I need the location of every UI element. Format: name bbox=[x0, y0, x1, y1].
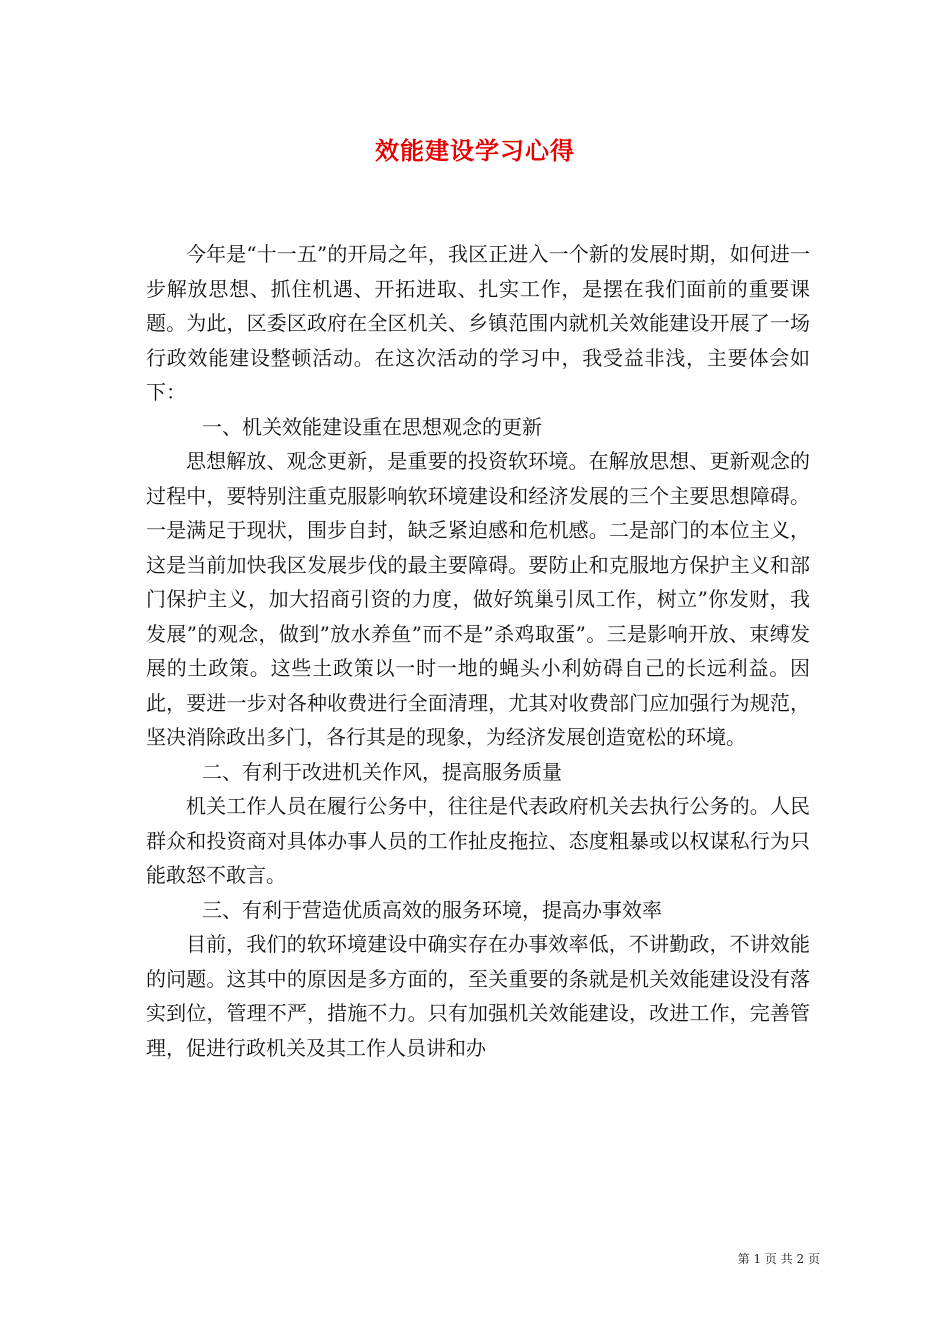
document-body bbox=[146, 237, 810, 1065]
section-heading-3: 三、有利于营造优质高效的服务环境，提高办事效率 bbox=[202, 897, 662, 922]
page-number-footer: 第 1 页 共 2 页 bbox=[737, 1252, 820, 1266]
intro-paragraph: 今年是“十一五”的开局之年，我区正进入一个新的发展时期，如何进一步解放思想、抓住机遇、开拓进取、扎实工作，是摆在我们面前的重要课题。为此，区委区政府在全区机关、乡镇范围内就机关效能建设开展了一场行政效能建设整顿活动。在这次活动的学习中，我受益非浅，主要体会如下： bbox=[146, 242, 810, 404]
section-heading-2: 二、有利于改进机关作风，提高服务质量 bbox=[202, 759, 562, 784]
document-title: 效能建设学习心得 bbox=[375, 136, 575, 165]
section-paragraph-1: 思想解放、观念更新，是重要的投资软环境。在解放思想、更新观念的过程中，要特别注重克服影响软环境建设和经济发展的三个主要思想障碍。一是满足于现状，围步自封，缺乏紧迫感和危机感。二是部门的本位主义，这是当前加快我区发展步伐的最主要障碍。要防止和克服地方保护主义和部门保护主义，加大招商引资的力度，做好筑巢引凤工作，树立”你发财，我发展”的观念，做到”放水养鱼”而不是”杀鸡取蛋”。三是影响开放、束缚发展的土政策。这些土政策以一时一地的蝇头小利妨碍自己的长远利益。因此，要进一步对各种收费进行全面清理，尤其对收费部门应加强行为规范，坚决消除政出多门，各行其是的现象，为经济发展创造宽松的环境。 bbox=[146, 449, 810, 749]
section-paragraph-3: 目前，我们的软环境建设中确实存在办事效率低，不讲勤政，不讲效能的问题。这其中的原因是多方面的，至关重要的条就是机关效能建设没有落实到位，管理不严，措施不力。只有加强机关效能建设，改进工作，完善管理，促进行政机关及其工作人员讲和办 bbox=[146, 932, 810, 1060]
section-heading-1: 一、机关效能建设重在思想观念的更新 bbox=[202, 414, 542, 439]
section-paragraph-2: 机关工作人员在履行公务中，往往是代表政府机关去执行公务的。人民群众和投资商对具体办事人员的工作扯皮拖拉、态度粗暴或以权谋私行为只能敢怒不敢言。 bbox=[146, 794, 810, 887]
